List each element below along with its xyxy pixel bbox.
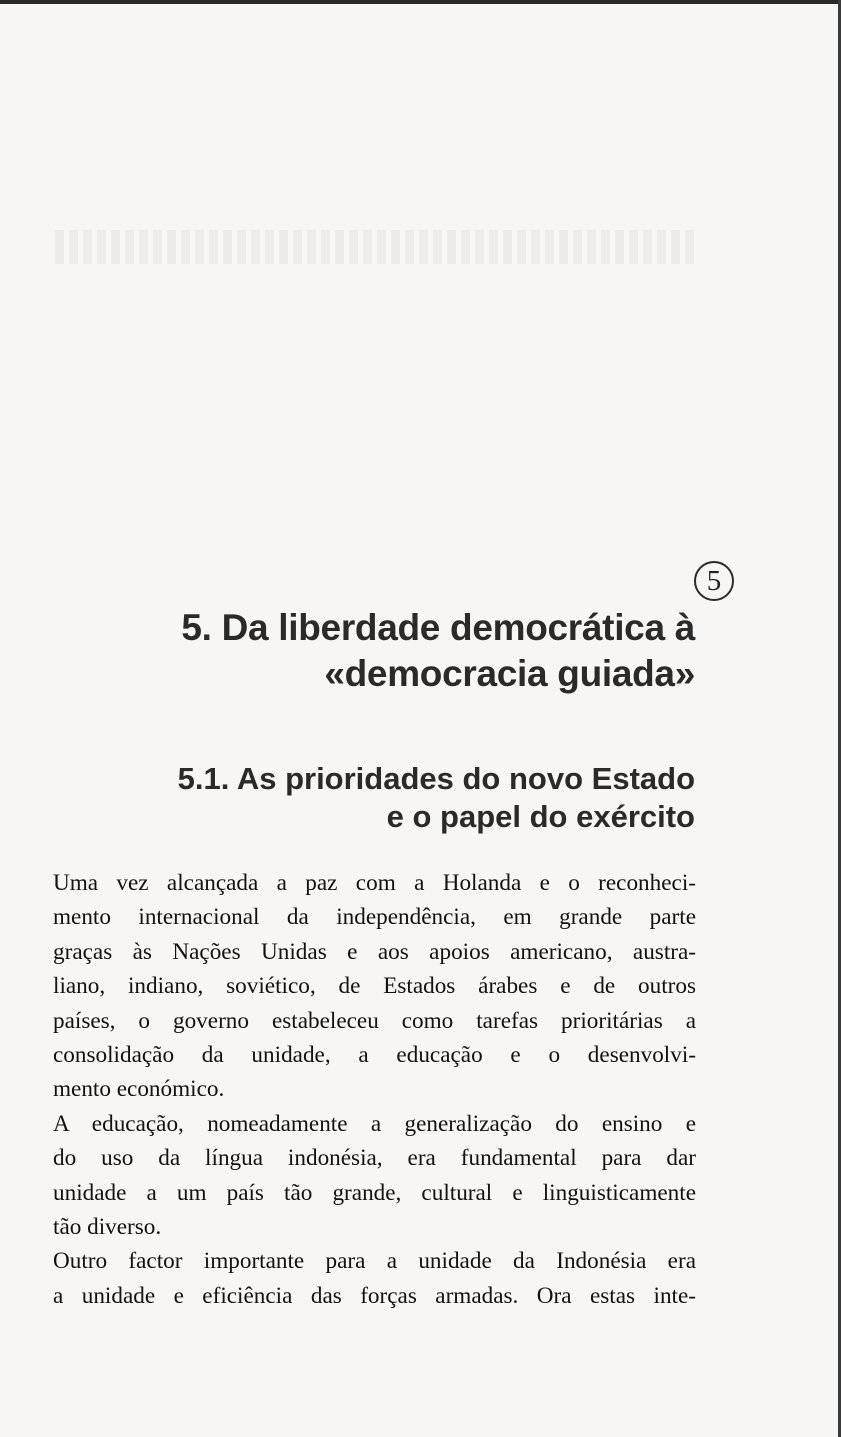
- body-line: mento económico.: [53, 1076, 225, 1103]
- body-line: Outro factor importante para a unidade da Indonésia era: [53, 1248, 696, 1275]
- body-line: liano, indiano, soviético, de Estados árabes e de outros: [53, 973, 696, 1000]
- body-line: A educação, nomeadamente a generalização do ensino e: [53, 1110, 696, 1137]
- body-line: graças às Nações Unidas e aos apoios americano, austra-: [53, 938, 696, 965]
- chapter-title-line-1: 5. Da liberdade democrática à: [181, 607, 695, 648]
- body-line: países, o governo estabeleceu como tarefas prioritárias a: [53, 1007, 696, 1034]
- body-line: tão diverso.: [53, 1214, 162, 1241]
- chapter-number-badge: [694, 561, 734, 601]
- body-line: unidade a um país tão grande, cultural e linguisticamente: [53, 1179, 696, 1206]
- section-title-line-2: e o papel do exército: [386, 799, 695, 834]
- scan-top-edge: [0, 0, 841, 4]
- body-line: consolidação da unidade, a educação e o desenvolvi-: [53, 1042, 696, 1069]
- body-line: mento internacional da independência, em grande parte: [53, 904, 696, 931]
- body-line: do uso da língua indonésia, era fundamental para dar: [53, 1145, 696, 1172]
- section-title: [150, 760, 695, 836]
- bleed-through-texture: [55, 230, 695, 850]
- body-line: a unidade e eficiência das forças armadas. Ora estas inte-: [53, 1282, 696, 1309]
- body-line: Uma vez alcançada a paz com a Holanda e o reconheci-: [53, 870, 696, 896]
- chapter-number: 5: [706, 564, 722, 597]
- section-title-line-1: 5.1. As prioridades do novo Estado: [177, 761, 695, 796]
- chapter-title: [150, 605, 695, 697]
- chapter-title-line-2: «democracia guiada»: [324, 653, 695, 694]
- body-paragraphs: [53, 866, 696, 1313]
